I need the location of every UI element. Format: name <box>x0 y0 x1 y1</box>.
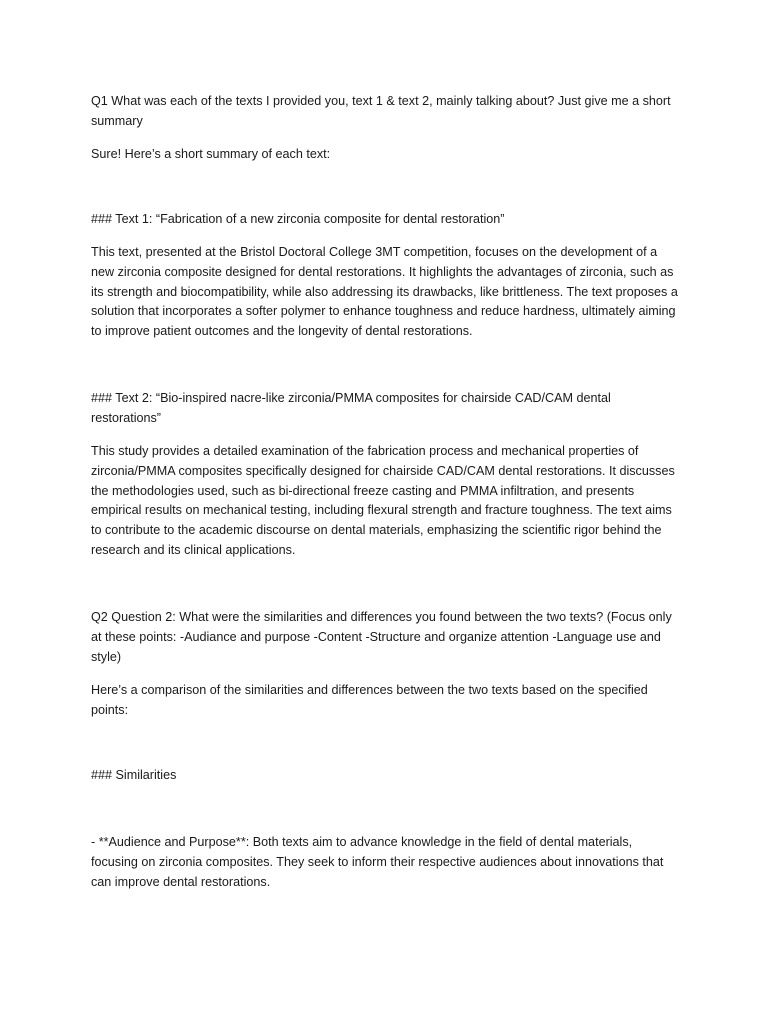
audience-purpose-item: - **Audience and Purpose**: Both texts aim to advance knowledge in the field of dental materials, focusing on zirconia composites. They seek to inform their respective audiences about innovations that can improve dental restorations. <box>91 835 664 889</box>
question-1: Q1 What was each of the texts I provided you, text 1 & text 2, mainly talking about? Just give me a short summary <box>91 94 671 128</box>
text-2-summary: This study provides a detailed examination of the fabrication process and mechanical properties of zirconia/PMMA composites specifically designed for chairside CAD/CAM dental restorations. It discusses the methodologies used, such as bi-directional freeze casting and PMMA infiltration, and presents empirical results on mechanical testing, including flexural strength and fracture toughness. The text aims to contribute to the academic discourse on dental materials, emphasizing the scientific rigor behind the research and its clinical applications. <box>91 444 675 557</box>
answer-intro: Sure! Here’s a short summary of each text: <box>91 147 331 161</box>
text-1-summary: This text, presented at the Bristol Doctoral College 3MT competition, focuses on the development of a new zirconia composite designed for dental restorations. It highlights the advantages of zirconia, such as its strength and biocompatibility, while also addressing its drawbacks, like brittleness. The text proposes a solution that incorporates a softer polymer to enhance toughness and reduce hardness, ultimately aiming to improve patient outcomes and the longevity of dental restorations. <box>91 245 678 339</box>
text-2-heading: ### Text 2: “Bio-inspired nacre-like zirconia/PMMA composites for chairside CAD/CAM dental restorations” <box>91 391 611 425</box>
question-2: Q2 Question 2: What were the similarities and differences you found between the two texts? (Focus only at these points: -Audiance and purpose -Content -Structure and organize attention -Language use and style) <box>91 610 672 664</box>
text-1-heading: ### Text 1: “Fabrication of a new zirconia composite for dental restoration” <box>91 212 505 226</box>
comparison-intro: Here’s a comparison of the similarities and differences between the two texts based on the specified points: <box>91 683 648 717</box>
similarities-heading: ### Similarities <box>91 768 177 782</box>
